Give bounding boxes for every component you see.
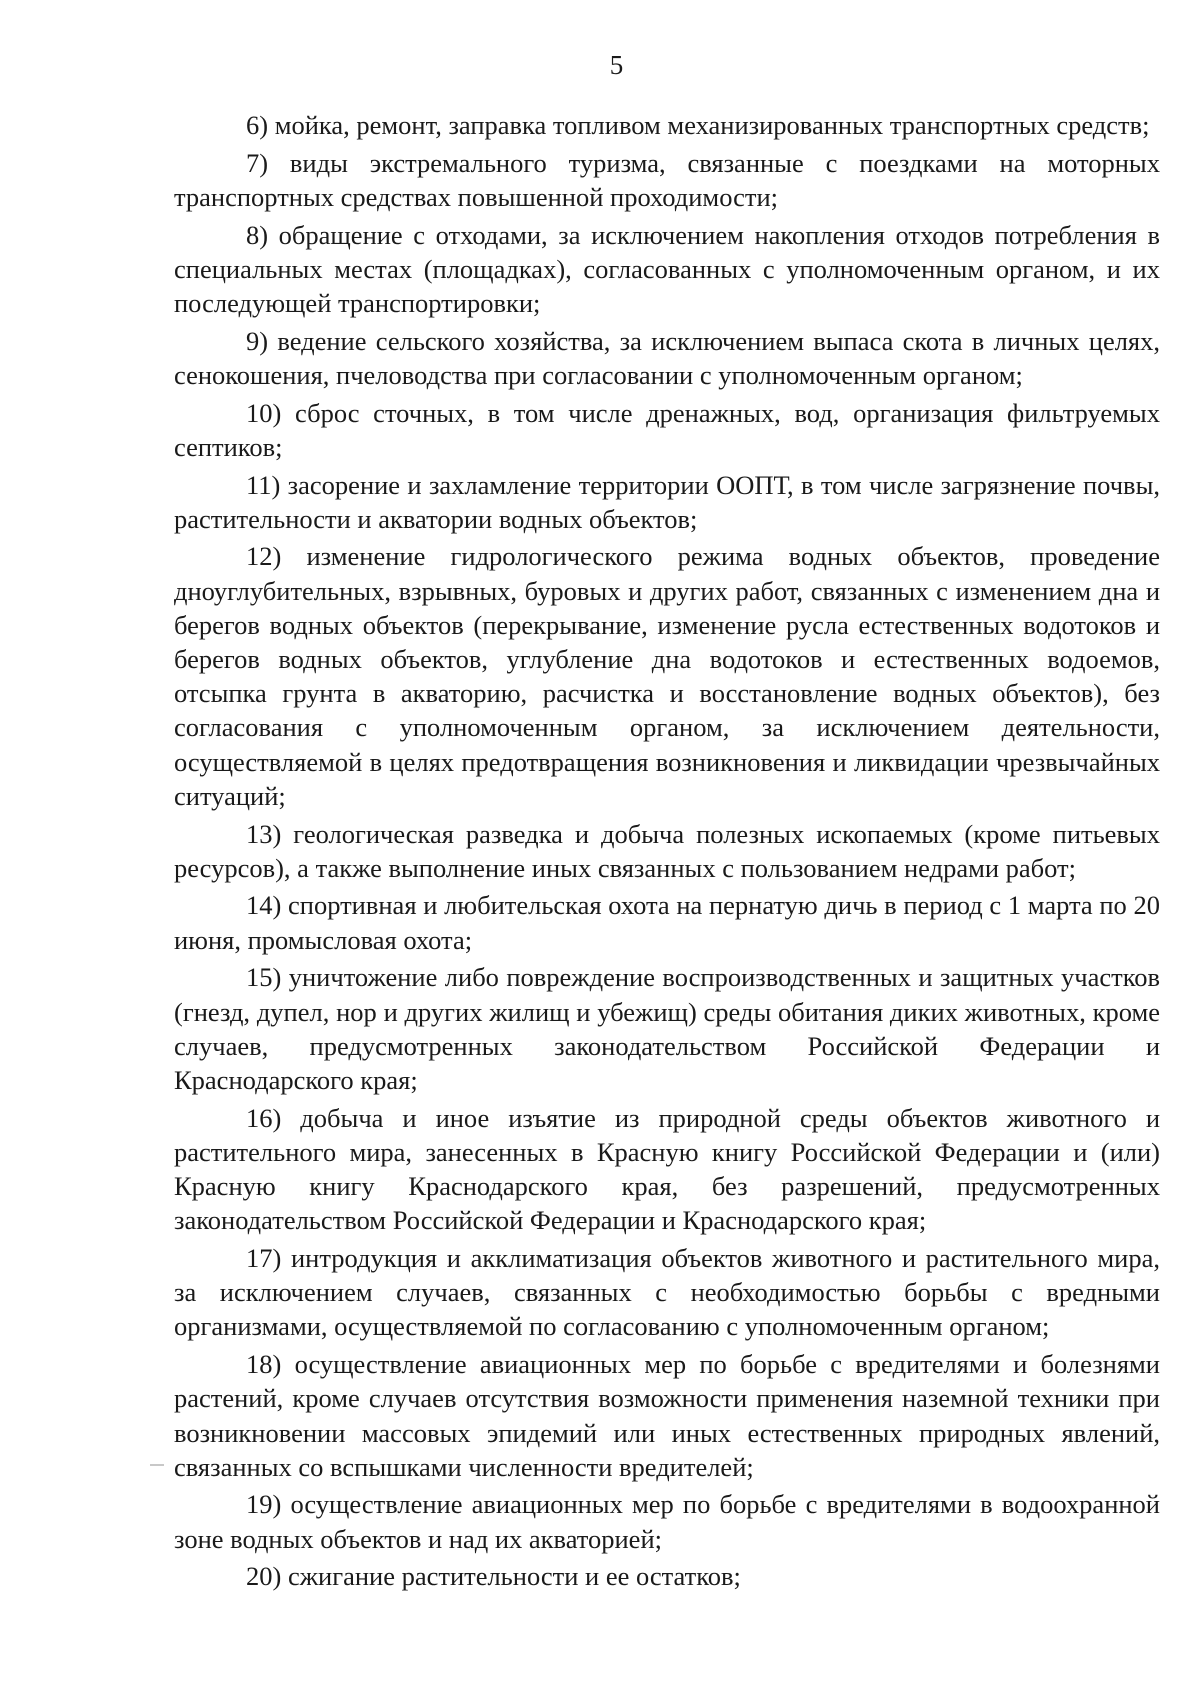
list-item-15: 15) уничтожение либо повреждение воспроизводственных и защитных участков (гнезд, дупел, нор и других жилищ и убежищ) среды обитания диких животных, кроме случаев, предусмотренных законодательством Российской Федерации и Краснодарского края; [174, 962, 1160, 1095]
list-item-8: 8) обращение с отходами, за исключением накопления отходов потребления в специальных местах (площадках), согласованных с уполномоченным органом, и их последующей транспортировки; [174, 219, 1160, 319]
list-item-13: 13) геологическая разведка и добыча полезных ископаемых (кроме питьевых ресурсов), а также выполнение иных связанных с пользованием недрами работ; [174, 818, 1160, 883]
list-item-6: 6) мойка, ремонт, заправка топливом механизированных транспортных средств; [246, 110, 1150, 140]
document-body [174, 108, 1160, 1597]
list-item-16: 16) добыча и иное изъятие из природной среды объектов животного и растительного мира, занесенных в Красную книгу Российской Федерации и (или) Красную книгу Краснодарского края, без разрешений, предусмотренных законодательством Российской Федерации и Краснодарского края; [174, 1102, 1160, 1236]
list-item-20: 20) сжигание растительности и ее остатков; [246, 1561, 741, 1592]
list-item-18: 18) осуществление авиационных мер по борьбе с вредителями и болезнями растений, кроме случаев отсутствия возможности применения наземной техники при возникновении массовых эпидемий или иных естественных природных явлений, связанных со вспышками численности вредителей; [174, 1349, 1160, 1482]
list-item-12: 12) изменение гидрологического режима водных объектов, проведение дноуглубительных, взрывных, буровых и других работ, связанных с изменением дна и берегов водных объектов (перекрывание, изменение русла естественных водотоков и берегов водных объектов, углубление дна водотоков и естественных водоемов, отсыпка грунта в акваторию, расчистка и восстановление водных объектов), без согласования с уполномоченным органом, за исключением деятельности, осуществляемой в целях предотвращения возникновения и ликвидации чрезвычайных ситуаций; [174, 541, 1160, 811]
list-item-19: 19) осуществление авиационных мер по борьбе с вредителями в водоохранной зоне водных объектов и над их акваторией; [174, 1489, 1160, 1554]
list-item-17: 17) интродукция и акклиматизация объектов животного и растительного мира, за исключением случаев, связанных с необходимостью борьбы с вредными организмами, осуществляемой по согласованию с уполномоченным органом; [174, 1243, 1160, 1342]
list-item-9: 9) ведение сельского хозяйства, за исключением выпаса скота в личных целях, сенокошения, пчеловодства при согласовании с уполномоченным органом; [174, 325, 1160, 390]
list-item-11: 11) засорение и захламление территории ООПТ, в том числе загрязнение почвы, растительности и акватории водных объектов; [174, 469, 1160, 534]
list-item-10: 10) сброс сточных, в том числе дренажных, вод, организация фильтруемых септиков; [174, 397, 1160, 462]
list-item-7: 7) виды экстремального туризма, связанные с поездками на моторных транспортных средствах повышенной проходимости; [174, 147, 1160, 212]
scan-artifact-mark [150, 1464, 164, 1466]
page-number: 5 [609, 50, 624, 80]
list-item-14: 14) спортивная и любительская охота на пернатую дичь в период с 1 марта по 20 июня, промысловая охота; [174, 890, 1160, 955]
